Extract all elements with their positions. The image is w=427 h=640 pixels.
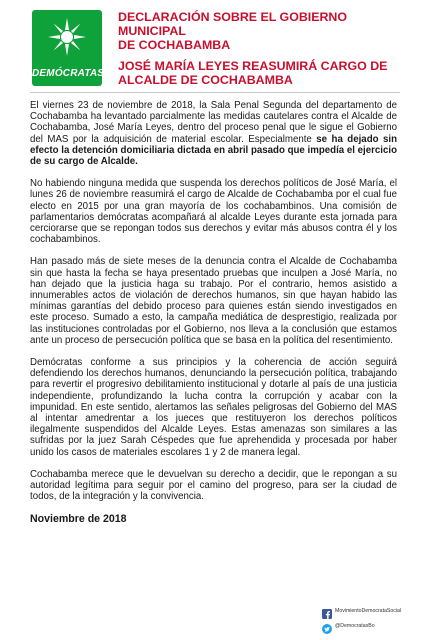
twitter-link[interactable] bbox=[322, 620, 422, 632]
paragraph-5: Cochabamba merece que le devuelvan su derecho a decidir, que le repongan a su autoridad legítima para seguir por el camino del progreso, para ser la ciudad de todos, de la integración y la convivencia. bbox=[30, 468, 397, 503]
document-subtitle bbox=[118, 59, 418, 87]
header-divider bbox=[30, 92, 400, 93]
paragraph-4: Demócratas conforme a sus principios y la coherencia de acción seguirá defendiendo los derechos humanos, denunciando la persecución política, trabajando para revertir el progresivo debilitamiento institucional y dotarle al país de una justicia independiente, profundizando la lucha contra la corrupción y acabar con la impunidad. En este sentido, alertamos las señales peligrosas del Gobierno del MAS al intentar amedrentar a los jueces que restituyeron los derechos políticos ilegalmente suspendidos del Alcalde Leyes. Estas amenazas son similares a las sufridas por la juez Sarah Céspedes que fue aprehendida y procesada por haber unido los casos de materiales escolares 1 y 2 de manera legal. bbox=[30, 357, 397, 458]
twitter-handle: @DemocratasBo bbox=[335, 623, 375, 629]
paragraph-1-text: El viernes 23 de noviembre de 2018, la Sala Penal Segunda del departamento de Cochabamba ha levantado parcialmente las medidas cautelares contra el Alcalde de Cochabamba, José María Leyes, dentro del proceso penal que le sigue el Gobierno del MAS por la adquisición de material escolar. Especialmente bbox=[30, 100, 397, 145]
title-line-1: DECLARACIÓN SOBRE EL GOBIERNO MUNICIPAL bbox=[118, 10, 348, 38]
document-date: Noviembre de 2018 bbox=[30, 512, 127, 525]
logo-text: DEMÓCRATAS bbox=[32, 68, 105, 79]
democratas-logo bbox=[32, 10, 105, 86]
social-links bbox=[322, 605, 422, 635]
title-block bbox=[118, 10, 418, 87]
paragraph-1 bbox=[30, 100, 397, 167]
sun-star-icon bbox=[46, 16, 88, 58]
document-title bbox=[118, 10, 418, 52]
title-line-2: DE COCHABAMBA bbox=[118, 38, 231, 52]
paragraph-2: No habiendo ninguna medida que suspenda los derechos políticos de José María, el lunes 26 de noviembre reasumirá el cargo de Alcalde de Cochabamba por el cual fue electo en 2015 por una gran mayoría de los cochabambinos. Una comisión de parlamentarios demócratas acompañará al alcalde Leyes durante esta jornada para cerciorarse que se repongan todos sus derechos y evitar más abusos contra él y los cochabambinos. bbox=[30, 178, 397, 246]
paragraph-1-bold: se ha dejado sin efecto la detención domiciliaria dictada en abril pasado que impedía el ejercicio de su cargo de Alcalde. bbox=[30, 133, 397, 168]
facebook-link[interactable] bbox=[322, 605, 422, 617]
facebook-handle: MovimientoDemocrataSocial bbox=[335, 608, 402, 614]
paragraph-3: Han pasado más de siete meses de la denuncia contra el Alcalde de Cochabamba sin que hasta la fecha se haya presentado pruebas que inculpen a José María, no han dejado que la justicia haga su trabajo. Por el contrario, hemos asistido a innumerables actos de violación de derechos humanos, sin que hayan habido las mínimas garantías del debido proceso para quienes están siendo investigados en este proceso. Sumado a esto, la campaña mediática de desprestigio, realizada por las instituciones controladas por el Gobierno, nos lleva a la conclusión que estamos ante un proceso de persecución política que se basa en la política del resentimiento. bbox=[30, 256, 397, 346]
document-header bbox=[0, 0, 427, 92]
document-body bbox=[30, 100, 397, 536]
subtitle-line-1: JOSÉ MARÍA LEYES REASUMIRÁ CARGO DE bbox=[118, 59, 388, 73]
facebook-icon bbox=[322, 606, 332, 616]
twitter-icon bbox=[322, 621, 332, 631]
subtitle-line-2: ALCALDE DE COCHABAMBA bbox=[118, 73, 293, 87]
